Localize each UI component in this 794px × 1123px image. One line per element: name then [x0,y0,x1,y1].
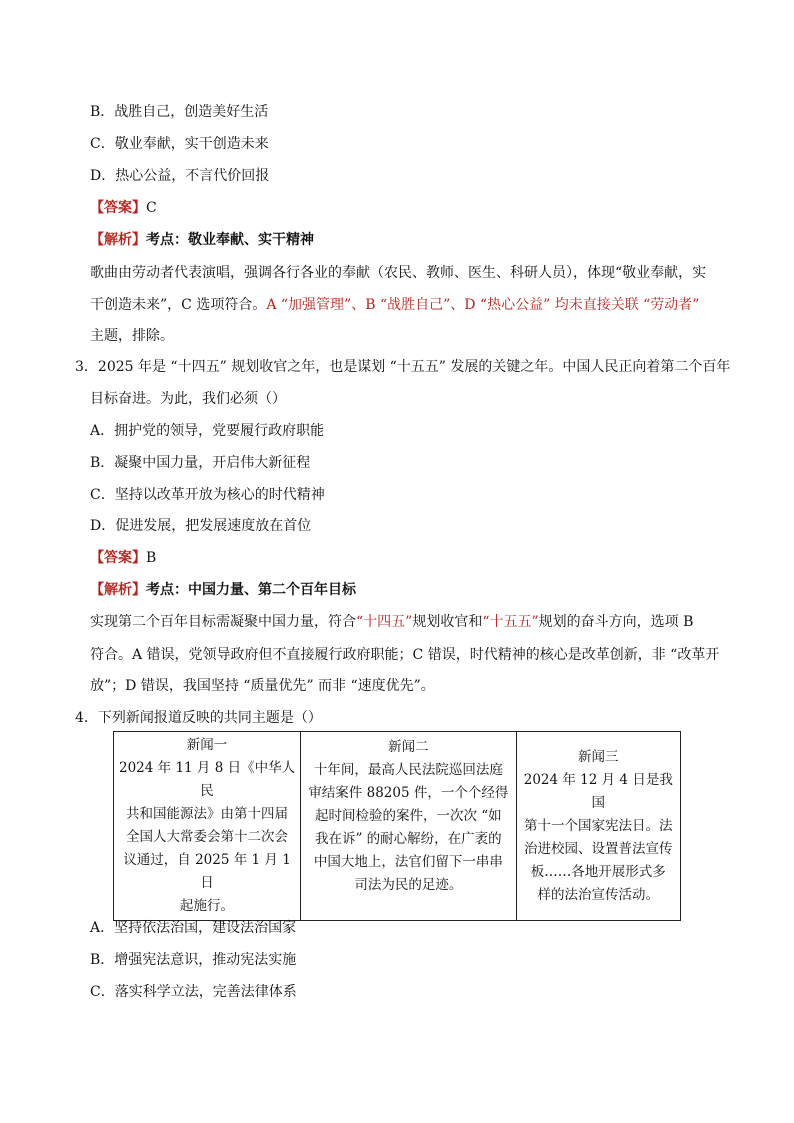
news-line: 板……各地开展形式多 [530,863,666,880]
q3-analysis-line-1 [90,612,693,632]
q3-analysis-line-2: 符合。A 错误，党领导政府但不直接履行政府职能；C 错误，时代精神的核心是改革创新，非 “改革开 [90,647,720,663]
news-line: 起施行。 [180,898,235,914]
news-table [113,731,681,921]
q2-option-b: B．战胜自己，创造美好生活 [90,104,269,120]
news-line: 议通过，自 2025 年 1 月 1 日 [123,852,291,891]
q3-option-b: B．凝聚中国力量，开启伟大新征程 [90,455,311,471]
answer-tag: 【答案】 [90,200,146,216]
q3-analysis-header [90,580,356,600]
q3-stem-line-2: 目标奋进。为此，我们必须（） [90,391,286,407]
q2-option-d: D．热心公益，不言代价回报 [90,168,270,184]
q3-analysis-text-1: 实现第二个百年目标需凝聚中国力量，符合 [90,614,356,630]
news-title: 新闻三 [578,748,619,765]
news-cell-1 [114,732,301,921]
analysis-tag: 【解析】 [90,582,146,598]
news-line: 司法为民的足迹。 [354,877,463,893]
news-line: 审结案件 88205 件，一个个经得 [308,785,509,801]
q4-option-b: B．增强宪法意识，推动宪法实施 [90,952,297,968]
news-line: 第十一个国家宪法日。法 [524,817,673,834]
q3-analysis-line-3: 放”；D 错误，我国坚持 “质量优先” 而非 “速度优先”。 [90,678,435,694]
news-line: 十年间，最高人民法院巡回法庭 [313,762,503,778]
q3-stem-line-1: 3．2025 年是 “十四五” 规划收官之年，也是谋划 “十五五” 发展的关键之年。中国人民正向着第二个百年 [75,359,731,375]
answer-value: B [146,550,157,566]
news-title: 新闻二 [388,739,429,755]
news-line: 2024 年 11 月 8 日《中华人民 [119,760,296,799]
answer-tag: 【答案】 [90,550,146,566]
analysis-point: 考点：敬业奉献、实干精神 [146,232,314,248]
q4-stem: 4．下列新闻报道反映的共同主题是（） [75,710,322,726]
news-line: 起时间检验的案件，一次次 “如 [314,808,502,824]
q3-analysis-text-3: 规划的奋斗方向，选项 B [538,614,694,630]
q4-option-a: A．坚持依法治国，建设法治国家 [90,920,297,936]
news-line: 治进校园、设置普法宣传 [524,840,673,857]
news-line: 样的法治宣传活动。 [537,886,660,903]
analysis-tag: 【解析】 [90,232,146,248]
q2-analysis-line-3: 主题，排除。 [90,328,174,344]
news-line: 共和国能源法》由第十四届 [126,806,289,822]
q2-answer [90,198,157,218]
q3-option-c: C．坚持以改革开放为核心的时代精神 [90,487,325,503]
news-line: 全国人大常委会第十二次会 [126,829,289,845]
news-line: 2024 年 12 月 4 日是我国 [523,771,673,811]
q3-option-a: A．拥护党的领导，党要履行政府职能 [90,423,325,439]
news-cell-3 [516,732,680,921]
q3-analysis-highlight-1: “十四五” [356,614,413,630]
news-title: 新闻一 [186,737,228,753]
q2-analysis-highlight: A “加强管理”、B “战胜自己”、D “热心公益” 均未直接关联 “劳动者” [266,297,700,313]
news-line: 我在诉” 的耐心解纷，在广袤的 [314,831,502,847]
q2-analysis-line-2 [90,295,699,315]
q3-analysis-highlight-2: “十五五” [482,614,539,630]
q4-option-c: C．落实科学立法，完善法律体系 [90,984,297,1000]
news-cell-2 [301,732,516,921]
table-row [114,732,681,921]
answer-value: C [146,200,157,216]
q2-analysis-line-1: 歌曲由劳动者代表演唱，强调各行各业的奉献（农民、教师、医生、科研人员），体现“敬业奉献，实 [90,265,707,281]
q3-answer [90,548,156,568]
q2-option-c: C．敬业奉献，实干创造未来 [90,136,269,152]
analysis-point: 考点：中国力量、第二个百年目标 [146,582,356,598]
q2-analysis-text: 干创造未来”，C 选项符合。 [90,297,267,313]
news-line: 中国大地上，法官们留下一串串 [313,854,503,870]
q2-analysis-header [90,230,314,250]
q3-analysis-text-2: 规划收官和 [412,614,483,630]
q3-option-d: D．促进发展，把发展速度放在首位 [90,518,312,534]
